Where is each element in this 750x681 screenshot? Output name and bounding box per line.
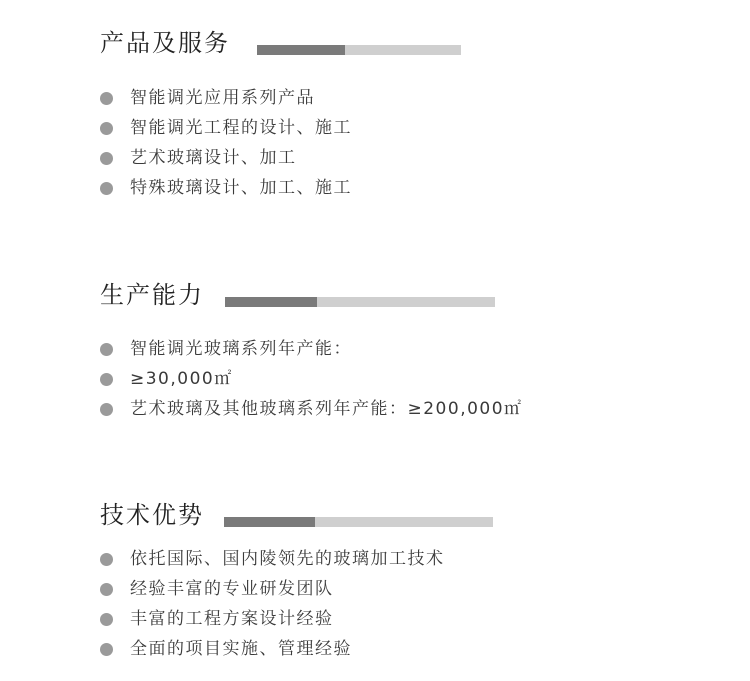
section-header (100, 26, 700, 60)
section-title: 生产能力 (100, 281, 204, 309)
list-item-text: 智能调光应用系列产品 (130, 88, 315, 108)
title-decoration-bar (224, 517, 493, 527)
list-item-text: 丰富的工程方案设计经验 (130, 609, 334, 629)
bullet-dot-icon (100, 343, 113, 356)
title-bar-light-segment (315, 517, 493, 527)
title-bar-dark-segment (257, 45, 345, 55)
bullet-dot-icon (100, 613, 113, 626)
bullet-dot-icon (100, 92, 113, 105)
section-header (100, 278, 700, 312)
list-item-text: 艺术玻璃设计、加工 (130, 148, 297, 168)
section-title: 产品及服务 (100, 29, 230, 57)
list-item-text: 智能调光工程的设计、施工 (130, 118, 352, 138)
bullet-dot-icon (100, 122, 113, 135)
list-item-text: 依托国际、国内陵领先的玻璃加工技术 (130, 549, 445, 569)
title-bar-dark-segment (224, 517, 315, 527)
bullet-dot-icon (100, 643, 113, 656)
list-item-text: 智能调光玻璃系列年产能： (130, 339, 352, 359)
section-production-capacity (100, 278, 700, 419)
section-header (100, 498, 700, 532)
title-bar-light-segment (345, 45, 461, 55)
section-title: 技术优势 (100, 501, 204, 529)
bullet-dot-icon (100, 553, 113, 566)
bullet-dot-icon (100, 182, 113, 195)
title-bar-dark-segment (225, 297, 317, 307)
list-item-text: 艺术玻璃及其他玻璃系列年产能：≥200,000㎡ (130, 399, 523, 419)
list-item-text: 全面的项目实施、管理经验 (130, 639, 352, 659)
list-item-text: 特殊玻璃设计、加工、施工 (130, 178, 352, 198)
section-technical-advantages (100, 498, 700, 659)
title-decoration-bar (257, 45, 461, 55)
title-bar-light-segment (317, 297, 495, 307)
title-decoration-bar (225, 297, 495, 307)
bullet-dot-icon (100, 403, 113, 416)
section-products-services (100, 26, 700, 198)
list-item-text: ≥30,000㎡ (130, 369, 233, 389)
bullet-dot-icon (100, 152, 113, 165)
list-item-text: 经验丰富的专业研发团队 (130, 579, 334, 599)
bullet-dot-icon (100, 583, 113, 596)
bullet-dot-icon (100, 373, 113, 386)
